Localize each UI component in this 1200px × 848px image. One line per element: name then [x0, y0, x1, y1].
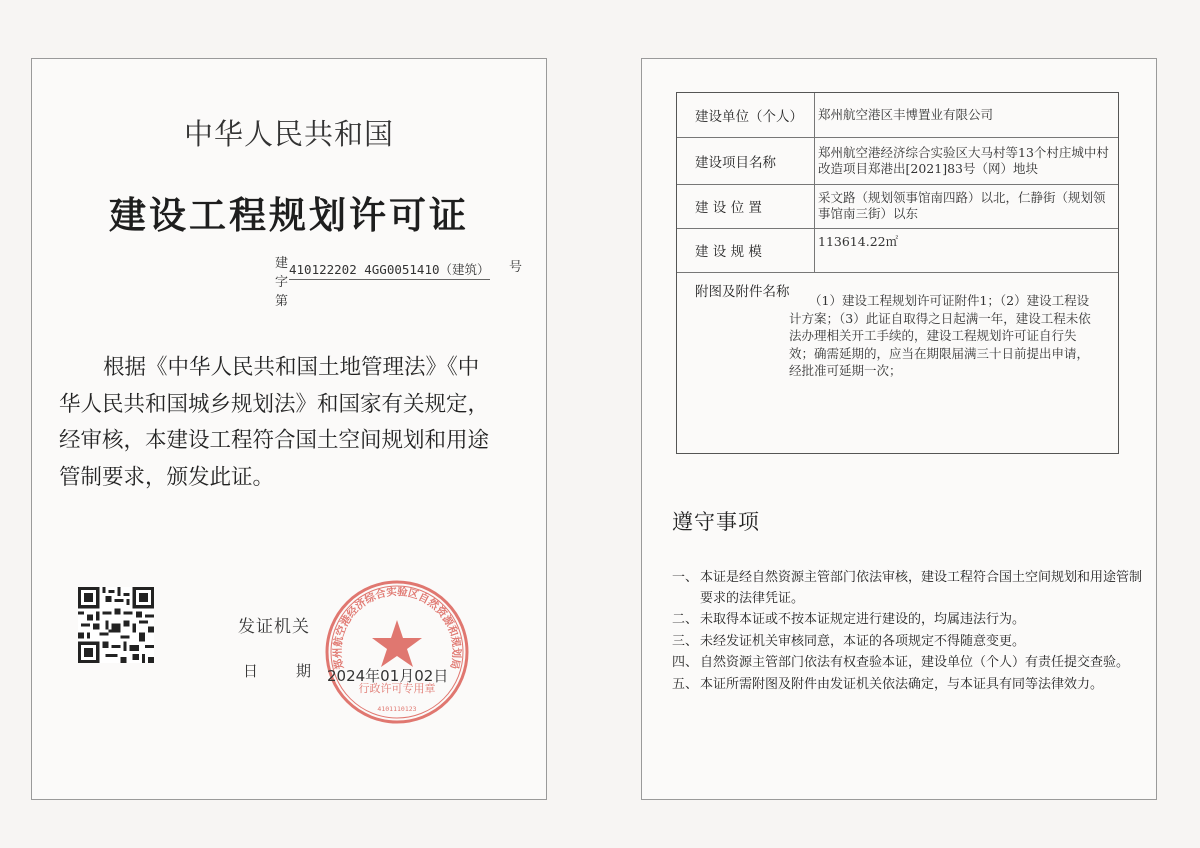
list-item-text: 本证所需附图及附件由发证机关依法确定，与本证具有同等法律效力。: [700, 676, 1104, 692]
seal-issuer-text: 郑州航空港经济综合实验区自然资源和规划局: [331, 585, 463, 671]
issuer-label: 发证机关: [238, 617, 310, 637]
observe-list: [672, 568, 1142, 695]
table-row: [677, 184, 1118, 229]
body-line: 经审核，本建设工程符合国土空间规划和用途: [59, 428, 490, 453]
body-line: 根据《中华人民共和国土地管理法》《中: [103, 355, 480, 380]
list-item-text: 自然资源主管部门依法有权查验本证，建设单位（个人）有责任提交查验。: [700, 655, 1130, 670]
date-label: [243, 660, 311, 681]
observe-title: 遵守事项: [672, 510, 760, 534]
list-item: [672, 610, 1142, 631]
list-item-number: 五、: [672, 676, 699, 692]
issue-date: 2024年01月02日: [327, 667, 449, 685]
row-value: 郑州航空港区丰博置业有限公司: [818, 107, 994, 122]
list-item: [672, 653, 1142, 674]
official-seal-icon: [313, 568, 481, 726]
row-label: 附图及附件名称: [695, 284, 790, 300]
star-icon: [372, 620, 422, 667]
country-name: 中华人民共和国: [183, 117, 394, 151]
qr-code-icon: [78, 587, 154, 663]
certificate-number-prefix: 建字第: [275, 256, 289, 309]
table-row: [677, 272, 1118, 453]
row-value: 郑州航空港经济综合实验区大马村等13个村庄城中村改造项目郑港出[2021]83号（网）地块: [818, 144, 1109, 176]
list-item: [672, 568, 1142, 609]
row-label: 建设项目名称: [677, 137, 815, 184]
list-item-number: 三、: [672, 633, 699, 649]
row-value: （1）建设工程规划许可证附件1；（2）建设工程设计方案；（3）此证自取得之日起满一年，建设工程未依法办理相关开工手续的，建设工程规划许可证自行失效；确需延期的，应当在期限届满三十日前提出申请，经批准可延期一次；: [789, 293, 1091, 378]
list-item-text: 未经发证机关审核同意，本证的各项规定不得随意变更。: [700, 633, 1026, 649]
table-row: [677, 93, 1118, 138]
row-value: 113614.22㎡: [818, 234, 899, 249]
seal-bottom-text: 行政许可专用章: [358, 682, 436, 695]
list-item-number: 二、: [672, 612, 699, 627]
list-item-number: 四、: [672, 655, 699, 670]
list-item-text: 本证是经自然资源主管部门依法审核，建设工程符合国土空间规划和用途管制要求的法律凭证。: [700, 570, 1143, 606]
body-line: 管制要求，颁发此证。: [59, 464, 275, 490]
table-row: [677, 137, 1118, 185]
row-value: 采文路（规划领事馆南四路）以北，仁静街（规划领事馆南三街）以东: [818, 190, 1106, 221]
certificate-title: 建设工程规划许可证: [109, 194, 469, 237]
row-label: 建 设 位 置: [677, 184, 815, 228]
body-line: 华人民共和国城乡规划法》和国家有关规定，: [59, 391, 490, 417]
certificate-number-suffix: 号: [509, 260, 523, 275]
row-label: 建 设 规 模: [677, 228, 815, 272]
list-item-text: 未取得本证或不按本证规定进行建设的，均属违法行为。: [700, 612, 1026, 627]
list-item: [672, 675, 1142, 696]
date-label-char: 日: [243, 662, 259, 680]
row-label: 建设单位（个人）: [677, 93, 815, 137]
table-row: [677, 228, 1118, 273]
seal-code: 4101110123: [377, 705, 417, 713]
certificate-body-text: [59, 350, 529, 496]
list-item-number: 一、: [672, 570, 699, 585]
list-item: [672, 632, 1142, 653]
project-info-table: [676, 92, 1119, 454]
date-label-char: 期: [296, 662, 312, 680]
certificate-number: 410122202 4GG0051410（建筑）: [289, 260, 490, 280]
